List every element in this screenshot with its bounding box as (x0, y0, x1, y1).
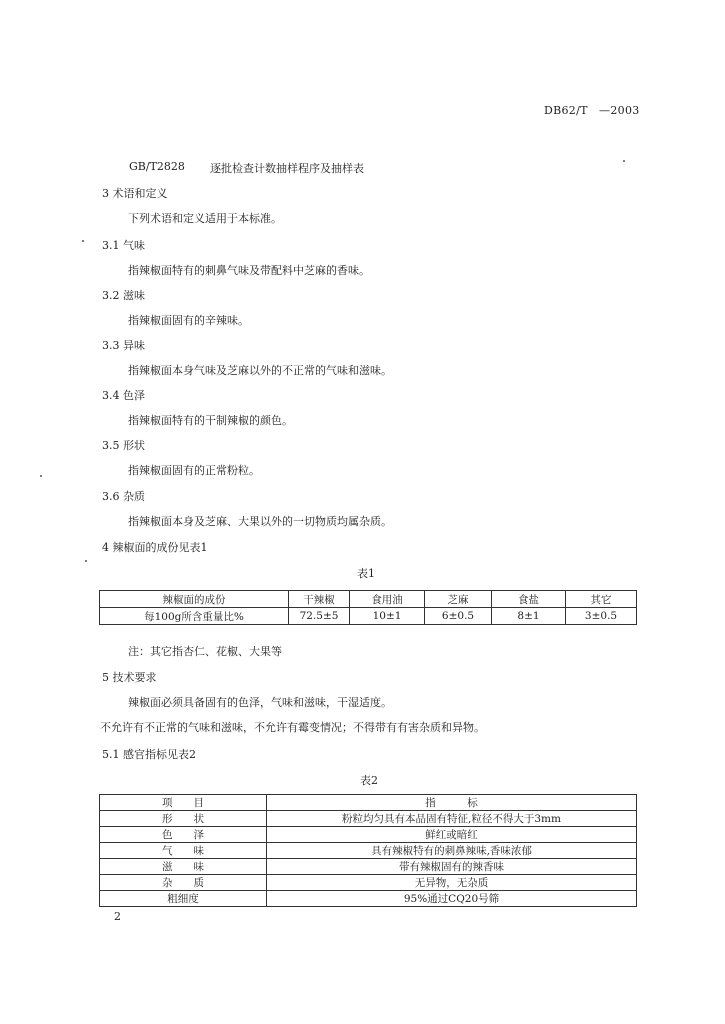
section-3-2-heading: 3.2 滋味 (102, 289, 145, 302)
table-1-header-cell: 干辣椒 (289, 591, 350, 608)
table-2-caption: 表2 (360, 774, 378, 787)
table-2-item-cell: 杂 质 (100, 875, 267, 891)
table-1-cell: 10±1 (350, 608, 425, 625)
table-1-header-cell: 食盐 (492, 591, 566, 608)
section-5-paragraph-1: 辣椒面必须具备固有的色泽，气味和滋味，干湿适度。 (128, 696, 392, 709)
section-4-heading: 4 辣椒面的成份见表1 (102, 541, 208, 554)
section-5-paragraph-2: 不允许有不正常的气味和滋味，不允许有霉变情况；不得带有有害杂质和异物。 (100, 721, 485, 734)
section-3-5-heading: 3.5 形状 (102, 439, 145, 452)
section-3-6-definition: 指辣椒面本身及芝麻、大果以外的一切物质均属杂质。 (128, 515, 392, 528)
table-2-row (100, 811, 637, 827)
table-1-note: 注：其它指杏仁、花椒、大果等 (128, 645, 282, 658)
table-2-value-cell: 带有辣椒固有的辣香味 (267, 859, 637, 875)
table-1-cell: 3±0.5 (566, 608, 637, 625)
table-2 (99, 794, 637, 907)
reference-title: 逐批检查计数抽样程序及抽样表 (210, 162, 364, 175)
table-2-item-cell: 粗细度 (100, 891, 267, 907)
page-number: 2 (114, 910, 121, 923)
table-2-header-row (100, 795, 637, 811)
standard-code: DB62/T —2003 (544, 104, 640, 117)
table-2-row (100, 843, 637, 859)
section-3-3-definition: 指辣椒面本身气味及芝麻以外的不正常的气味和滋味。 (128, 364, 392, 377)
table-1-cell: 每100g所含重量比% (100, 608, 289, 625)
section-3-intro: 下列术语和定义适用于本标准。 (128, 212, 282, 225)
table-1-header-cell: 其它 (566, 591, 637, 608)
table-1-header-cell: 辣椒面的成份 (100, 591, 289, 608)
section-5-heading: 5 技术要求 (102, 671, 157, 684)
reference-code: GB/T2828 (129, 160, 185, 173)
section-3-6-heading: 3.6 杂质 (102, 490, 145, 503)
scan-speck (623, 160, 625, 162)
section-3-5-definition: 指辣椒面固有的正常粉粒。 (128, 464, 260, 477)
table-1-header-row (100, 591, 637, 608)
scan-speck (85, 560, 87, 562)
table-1-cell: 6±0.5 (425, 608, 492, 625)
table-2-item-cell: 滋 味 (100, 859, 267, 875)
table-1-caption: 表1 (357, 567, 375, 580)
scan-speck (82, 240, 84, 242)
scan-speck (40, 475, 42, 477)
table-2-row (100, 891, 637, 907)
table-1-cell: 8±1 (492, 608, 566, 625)
section-3-1-definition: 指辣椒面特有的刺鼻气味及带配料中芝麻的香味。 (128, 264, 370, 277)
table-1-cell: 72.5±5 (289, 608, 350, 625)
table-2-row (100, 875, 637, 891)
section-3-4-definition: 指辣椒面特有的干制辣椒的颜色。 (128, 414, 293, 427)
table-2-value-cell: 鲜红或暗红 (267, 827, 637, 843)
section-3-heading: 3 术语和定义 (102, 187, 168, 200)
section-3-3-heading: 3.3 异味 (102, 339, 145, 352)
table-2-row (100, 859, 637, 875)
table-2-value-cell: 具有辣椒特有的刺鼻辣味,香味浓郁 (267, 843, 637, 859)
table-2-item-cell: 气 味 (100, 843, 267, 859)
table-2-value-cell: 粉粒均匀具有本品固有特征,粒径不得大于3mm (267, 811, 637, 827)
table-2-header-cell: 项 目 (100, 795, 267, 811)
section-3-2-definition: 指辣椒面固有的辛辣味。 (128, 314, 249, 327)
table-1-header-cell: 芝麻 (425, 591, 492, 608)
table-1-row (100, 608, 637, 625)
table-2-row (100, 827, 637, 843)
table-2-item-cell: 色 泽 (100, 827, 267, 843)
table-2-value-cell: 无异物，无杂质 (267, 875, 637, 891)
table-2-header-cell: 指 标 (267, 795, 637, 811)
section-3-4-heading: 3.4 色泽 (102, 389, 145, 402)
table-1 (99, 590, 637, 625)
section-3-1-heading: 3.1 气味 (102, 239, 145, 252)
table-2-item-cell: 形 状 (100, 811, 267, 827)
table-1-header-cell: 食用油 (350, 591, 425, 608)
section-5-1-heading: 5.1 感官指标见表2 (102, 748, 196, 761)
table-2-value-cell: 95%通过CQ20号筛 (267, 891, 637, 907)
